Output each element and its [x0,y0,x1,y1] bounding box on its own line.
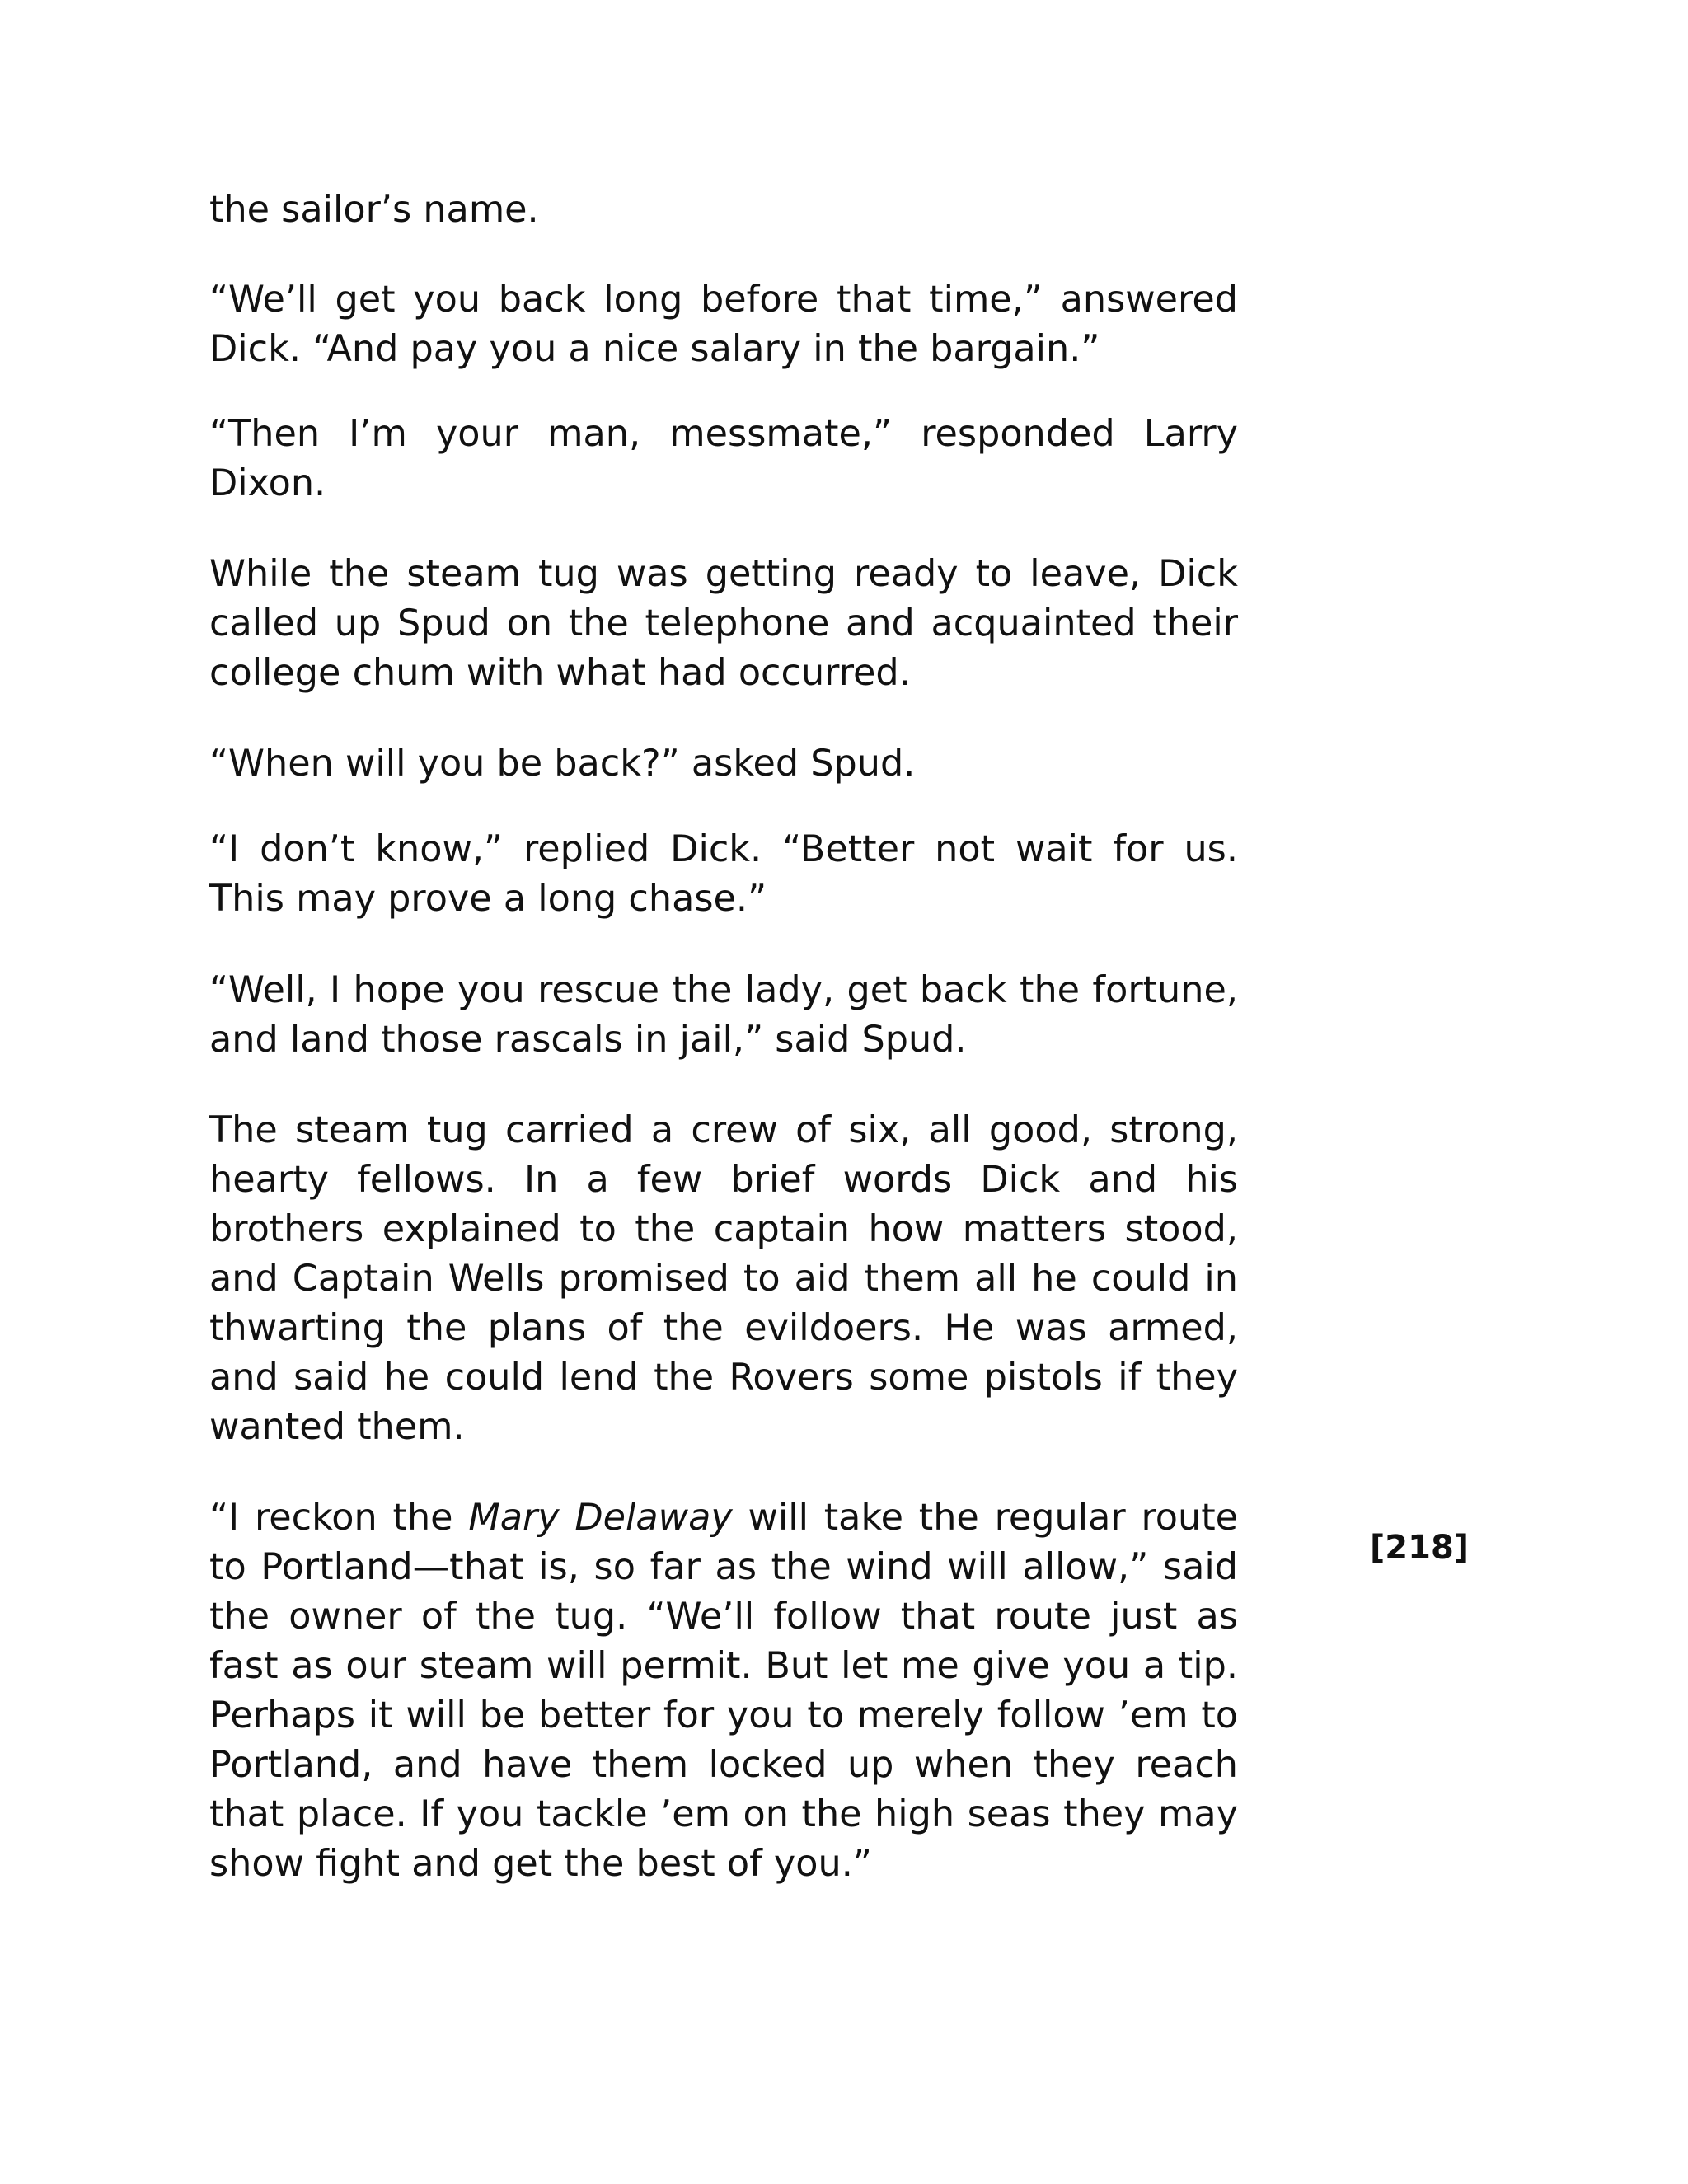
paragraph-5: “When will you be back?” asked Spud. [209,743,916,785]
paragraph-1: the sailor’s name. [209,189,539,231]
paragraph-4: While the steam tug was getting ready to leave, Dick called up Spud on the telephone and acquainted their college chum with what had occurred. [209,553,1238,694]
paragraph-7: “Well, I hope you rescue the lady, get back the fortune, and land those rascals in jail,” said Spud. [209,969,1238,1061]
paragraph-3: “Then I’m your man, messmate,” responded Larry Dixon. [209,413,1238,504]
paragraph-2: “We’ll get you back long before that time,” answered Dick. “And pay you a nice salary in the bargain.” [209,279,1238,370]
paragraph-8: The steam tug carried a crew of six, all good, strong, hearty fellows. In a few brief words Dick and his brothers explained to the captain how matters stood, and Captain Wells promised to aid them all he could in thwarting the plans of the evildoers. He was armed, and said he could lend the Rovers some pistols if they wanted them. [209,1109,1238,1448]
paragraph-9 [209,1493,1238,1889]
page-number: [218] [1370,1529,1470,1567]
paragraph-9-rest: will take the regular route to Portland—that is, so far as the wind will allow,” said the owner of the tug. “We’ll follow that route just as fast as our steam will permit. But let me give you a tip. Perhaps it will be better for you to merely follow ’em to Portland, and have them locked up when they reach that place. If you tackle ’em on the high seas they may show fight and get the best of you.” [209,1497,1239,1885]
book-page-text [209,185,1238,1929]
paragraph-9-start: “I reckon the [209,1497,469,1539]
ship-name-italic: Mary Delaway [468,1497,733,1539]
paragraph-6: “I don’t know,” replied Dick. “Better not wait for us. This may prove a long chase.” [209,828,1238,920]
